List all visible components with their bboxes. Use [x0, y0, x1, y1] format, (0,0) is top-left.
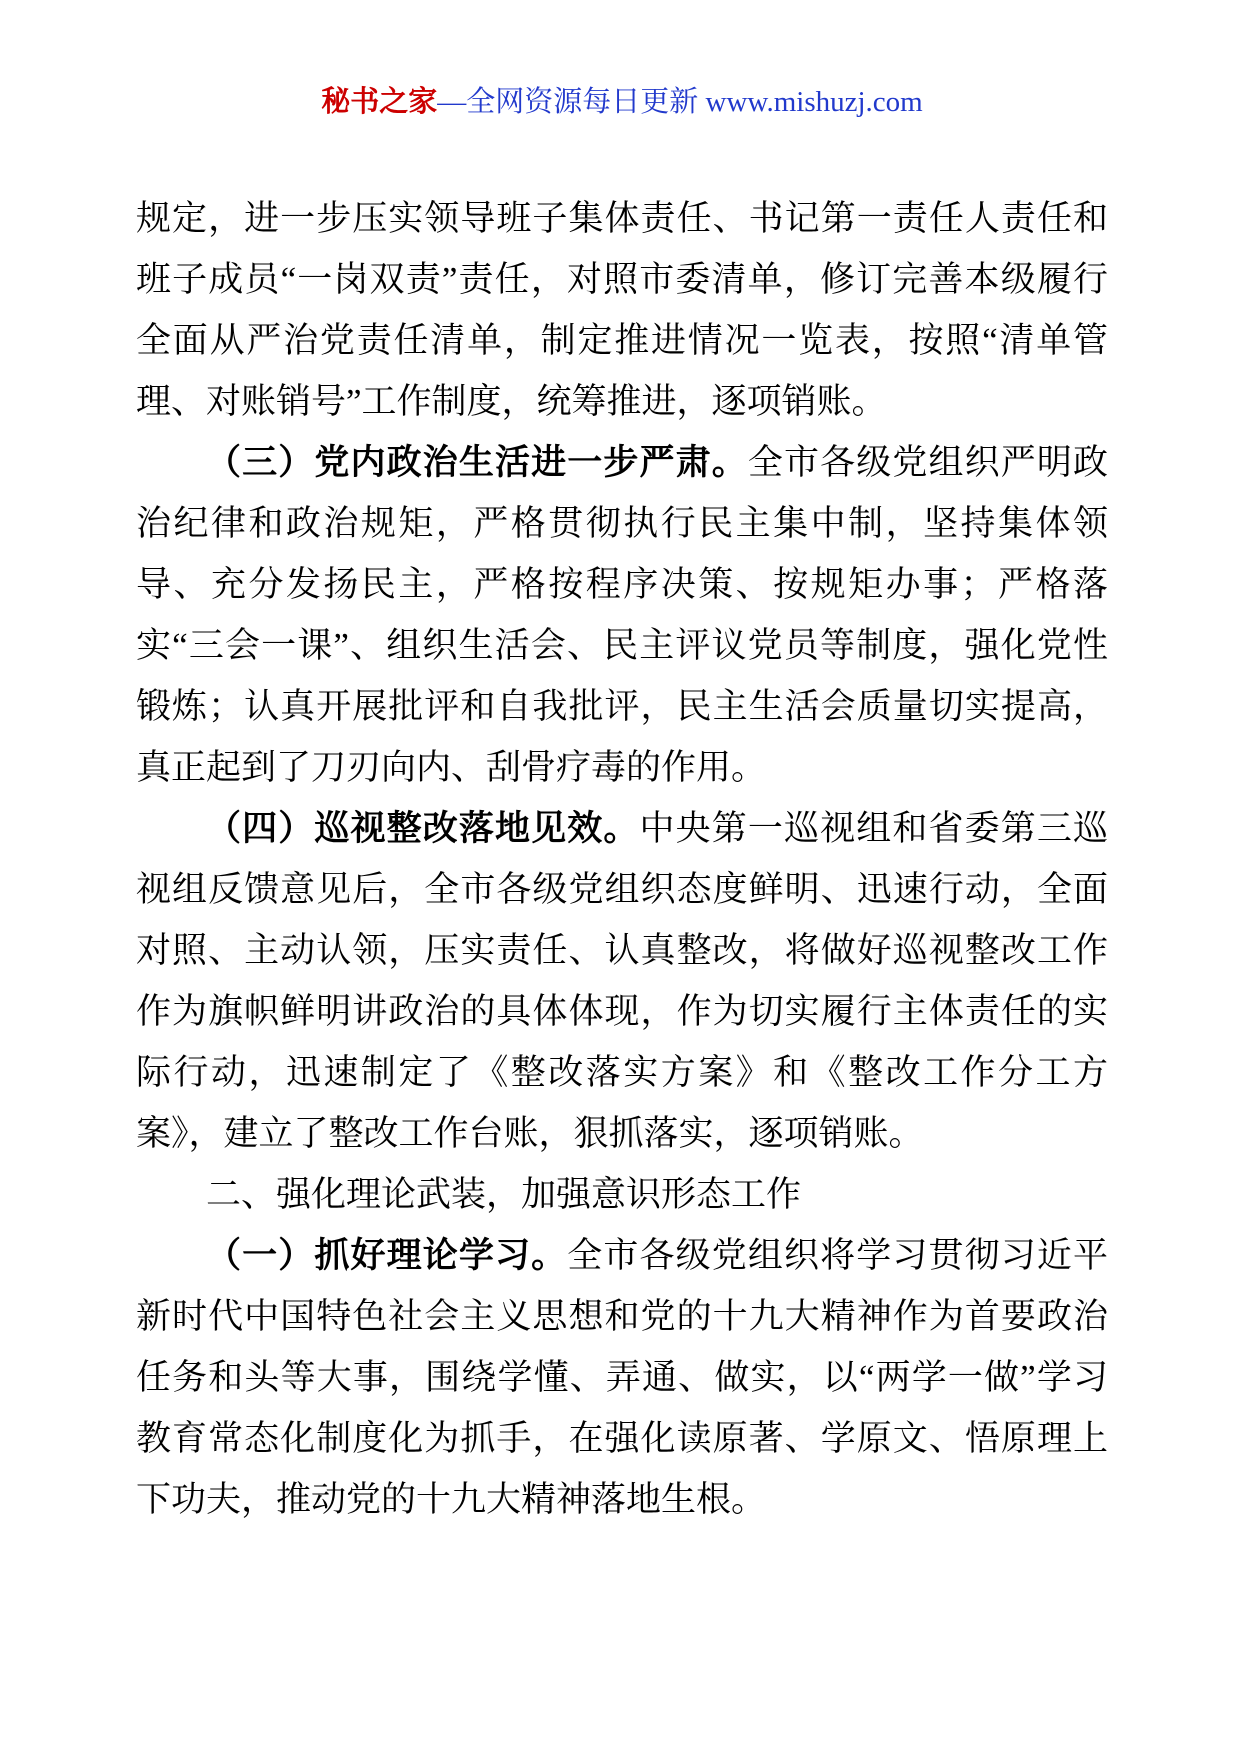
paragraph-text: 全市各级党组织严明政治纪律和政治规矩，严格贯彻执行民主集中制，坚持集体领导、充分发扬民主，严格按程序决策、按规矩办事；严格落实“三会一课”、组织生活会、民主评议党员等制度，强化党性锻炼；认真开展批评和自我批评，民主生活会质量切实提高，真正起到了刀刃向内、刮骨疗毒的作用。: [136, 443, 1108, 787]
section-three-heading: （三）党内政治生活进一步严肃。: [206, 443, 748, 482]
section-four-heading: （四）巡视整改落地见效。: [206, 809, 640, 848]
paragraph-section-four: [136, 798, 1108, 1164]
paragraph-section-three: [136, 432, 1108, 798]
header-url-link[interactable]: www.mishuzj.com: [705, 86, 923, 118]
header-tagline: —全网资源每日更新: [437, 86, 706, 118]
document-body: [136, 188, 1108, 1530]
paragraph-section-one: [136, 1225, 1108, 1530]
paragraph-text: 规定，进一步压实领导班子集体责任、书记第一责任人责任和班子成员“一岗双责”责任，对照市委清单，修订完善本级履行全面从严治党责任清单，制定推进情况一览表，按照“清单管理、对账销号”工作制度，统筹推进，逐项销账。: [136, 199, 1108, 421]
paragraph-part-two-heading: [136, 1164, 1108, 1225]
site-name: 秘书之家: [321, 86, 438, 118]
part-two-heading-text: 二、强化理论武装，加强意识形态工作: [206, 1175, 802, 1214]
paragraph-continuation: [136, 188, 1108, 432]
paragraph-text: 中央第一巡视组和省委第三巡视组反馈意见后，全市各级党组织态度鲜明、迅速行动，全面对照、主动认领，压实责任、认真整改，将做好巡视整改工作作为旗帜鲜明讲政治的具体体现，作为切实履行主体责任的实际行动，迅速制定了《整改落实方案》和《整改工作分工方案》，建立了整改工作台账，狠抓落实，逐项销账。: [136, 809, 1108, 1153]
paragraph-text: 全市各级党组织将学习贯彻习近平新时代中国特色社会主义思想和党的十九大精神作为首要政治任务和头等大事，围绕学懂、弄通、做实，以“两学一做”学习教育常态化制度化为抓手，在强化读原著、学原文、悟原理上下功夫，推动党的十九大精神落地生根。: [136, 1236, 1108, 1519]
section-one-heading: （一）抓好理论学习。: [206, 1236, 568, 1275]
page-header: [136, 82, 1108, 122]
